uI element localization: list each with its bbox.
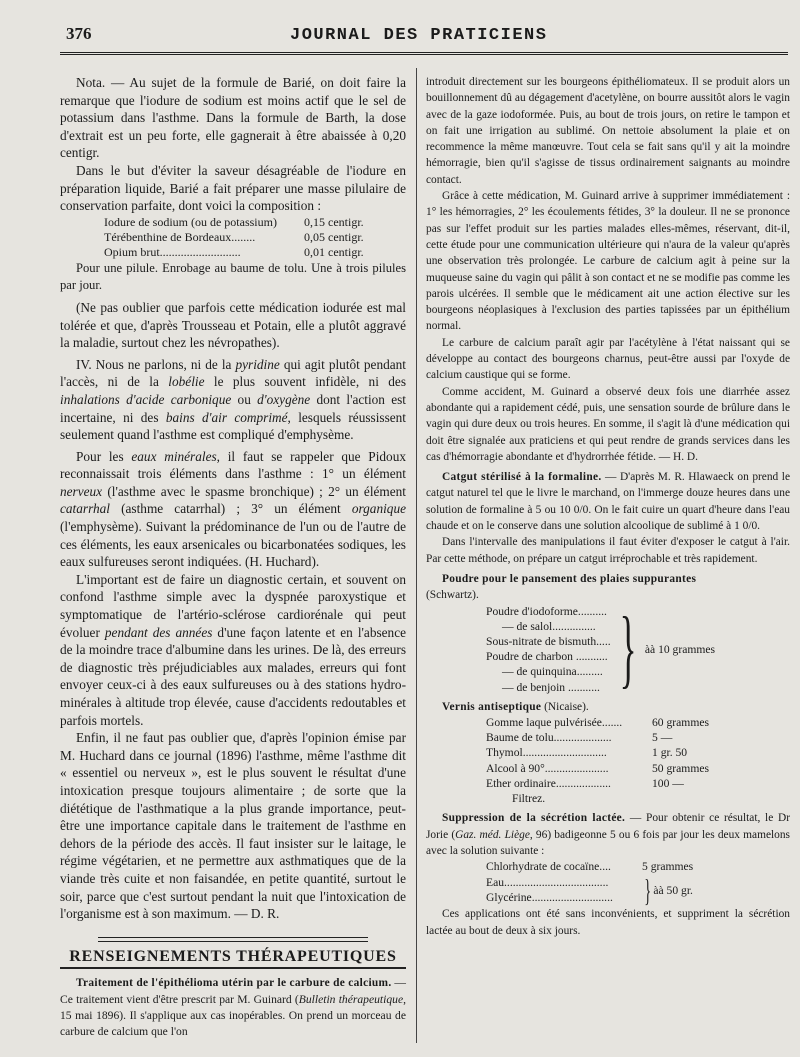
- paragraph-applications: Ces applications ont été sans inconvénients, et suppriment la sécrétion lactée au bout de deux à six jours.: [426, 908, 790, 937]
- poudre-item: — de benjoin ...........: [502, 680, 600, 694]
- left-column: [60, 74, 406, 1041]
- vernis-filtrez: Filtrez.: [512, 792, 546, 806]
- header-rule: [60, 52, 788, 55]
- poudre-author: (Schwartz).: [426, 589, 479, 602]
- pill-instructions: Pour une pilule. Enrobage au baume de tolu. Une à trois pilules par jour.: [60, 260, 406, 293]
- poudre-item: — de quinquina.........: [502, 665, 603, 679]
- nota-paragraph: Nota. — Au sujet de la formule de Barié, on doit faire la remarque que l'iodure de sodium est moins actif que le sel de potassium dans l'asthme. Dans la formule de Barth, la dose d'extrait est un peu forte, elle gagnerait à être abaissée à 0,20 centigr.: [60, 75, 406, 161]
- article-lead: Poudre pour le pansement des plaies suppurantes: [442, 572, 697, 585]
- column-divider: [416, 68, 417, 1043]
- poudre-formula: [486, 600, 790, 698]
- article-lead: Traitement de l'épithélioma utérin par le carbure de calcium.: [76, 977, 392, 990]
- brace-glyph: }: [644, 872, 652, 909]
- paragraph-eaux-minerales: Pour les eaux minérales, il faut se rappeler que Pidoux reconnaissait trois éléments dans l'asthme : 1° un élément nerveux (l'asthme avec le spasme bronchique) ; 2° un élément catarrhal (asthme catarrhal) ; 3° un élément organique (l'emphysème). Suivant la prédominance de l'un ou de l'autre de ces éléments, les eaux arsenicales ou bicarbonatées sodiques, les eaux sulfureuses seront indiquées. (H. Huchard).: [60, 448, 406, 570]
- lactation-ingredient: Chlorhydrate de cocaïne....: [486, 860, 611, 874]
- formula-quantity: 0,01 centigr.: [304, 244, 364, 259]
- article-lead: Vernis antiseptique: [442, 700, 542, 713]
- paragraph-continuation: introduit directement sur les bourgeons épithéliomateux. Il se produit alors un bouillonnement dû au dégagement d'acetylène, on bourre aussitôt alors le vagin avec de la gaze iodoformée. Puis, au bout de trois jours, on retire le tampon et on fait une irrigation au sublimé. On nettoie absolument la plaie et on recommence la même manœuvre. Tout cela se fait sans qu'il y ait la moindre hémorragie, bien qu'il s'agisse de tissus ordinairement saignants au moindre contact.: [426, 76, 790, 186]
- vernis-formula: [486, 715, 790, 806]
- poudre-item: Poudre de charbon ...........: [486, 650, 608, 664]
- paragraph-saveur: Dans le but d'éviter la saveur désagréable de l'iodure en préparation liquide, Barié a fait préparer une masse pilulaire de conservation parfaite, dont voici la composition :: [60, 162, 406, 214]
- lactation-formula: [486, 859, 790, 909]
- vernis-row: [486, 715, 790, 730]
- paragraph-tolerance: (Ne pas oublier que parfois cette médication iodurée est mal tolérée et que, d'après Trousseau et Potain, elle a plutôt aggravé la maladie, surtout chez les névropathes).: [60, 299, 406, 351]
- paragraph-enfin: Enfin, il ne faut pas oublier que, d'après l'opinion émise par M. Huchard dans ce journal (1896) l'asthme, même l'asthme dit « essentiel ou nerveux », est le plus souvent le résultat d'une intoxication presque toujours alimentaire ; de sorte que la diététique de l'asthmatique a la plus grande importance, peut-être une importance capitale dans le traitement de l'asthme en dehors de la période des accès. Il faut insister sur le laitage, le régime végétarien, et ne permettre aux asthmatiques que de la viande très cuite et non faisandée, en petite quantité, surtout le soir, parce que c'est surtout pendant la nuit que l'intoxication de l'organisme est à son maximum. — D. R.: [60, 730, 406, 922]
- section-title: RENSEIGNEMENTS THÉRAPEUTIQUES: [60, 946, 406, 970]
- paragraph-grace: Grâce à cette médication, M. Guinard arrive à supprimer immédiatement : 1° les hémorragies, 2° les écoulements fétides, 3° la douleur. Il ne se prononce pas sur l'effet produit sur les parties malades elles-mêmes, réservant, dit-il, cette étude pour une communication ultérieure qui n'aura de la valeur qu'après une observation très prolongée. Le carbure de calcium agit à peine sur la muqueuse saine du vagin qui pâlit à son contact et ne se modifie pas comme les parois ulcérées. Il semble que le médicament ait une action élective sur les bourgeons néoplasiques à l'exclusion des parties tapissées par un épithélium normal.: [426, 190, 790, 333]
- formula-quantity: 0,15 centigr.: [304, 214, 364, 229]
- paragraph-traitement: Traitement de l'épithélioma utérin par le carbure de calcium. — Ce traitement vient d'être prescrit par M. Guinard (Bulletin thérapeutique, 15 mai 1896). Il s'applique aux cas inopérables. On prend un morceau de carbure de calcium que l'on: [60, 976, 406, 1039]
- vernis-quantity: 60 grammes: [652, 716, 709, 730]
- vernis-row: [486, 761, 790, 776]
- formula-ingredient: Iodure de sodium (ou de potassium): [104, 214, 277, 229]
- vernis-row: [486, 730, 790, 745]
- lactation-ingredient: Eau....................................: [486, 876, 609, 890]
- section-heading: [60, 937, 406, 970]
- right-column: [426, 74, 790, 939]
- formula-quantity: 0,05 centigr.: [304, 229, 364, 244]
- lactation-row: [486, 859, 790, 874]
- paragraph-suppression: Suppression de la sécrétion lactée. — Pour obtenir ce résultat, le Dr Jorie (Gaz. méd. Liège, 96) badigeonne 5 ou 6 fois par jour les deux mamelons avec la solution suivante :: [426, 812, 790, 857]
- vernis-ingredient: Gomme laque pulvérisée.......: [486, 716, 623, 730]
- formula-row: [104, 245, 380, 260]
- lactation-quantity: 5 grammes: [642, 860, 694, 874]
- heading-poudre: [426, 571, 790, 587]
- heading-vernis: Vernis antiseptique (Nicaise).: [442, 700, 589, 713]
- running-title: JOURNAL DES PRATICIENS: [290, 26, 548, 45]
- vernis-ingredient: Thymol.............................: [486, 746, 607, 760]
- vernis-quantity: 5 —: [652, 731, 673, 745]
- formula-row: [104, 215, 380, 230]
- vernis-quantity: 1 gr. 50: [652, 746, 688, 760]
- vernis-quantity: 100 —: [652, 776, 684, 790]
- pill-formula: [104, 215, 380, 260]
- paragraph-carbure: Le carbure de calcium paraît agir par l'acétylène à l'état naissant qui se développe au contact des bourgeons charnus, peut-être aussi par l'oxyde de calcium caustique qui se forme.: [426, 336, 790, 382]
- vernis-quantity: 50 grammes: [652, 761, 709, 775]
- paragraph-diagnostic: L'important est de faire un diagnostic certain, et souvent on confond l'asthme simple avec la dyspnée paroxystique et symptomatique de l'artério-sclérose cardiorénale qui peut évoluer pendant des années d'une façon latente et en l'absence de la moindre trace d'albumine dans les urines. De là, des erreurs de diagnostic très préjudiciables aux malades, erreurs qui font envoyer ceux-ci à des eaux sulfureuses ou à des stations hydro-minérales à altitude trop élevée, cause d'accidents redoutables et parfois mortels.: [60, 571, 406, 728]
- poudre-ingredients: [486, 604, 611, 695]
- poudre-item: Poudre d'iodoforme..........: [486, 604, 607, 618]
- vernis-row: [486, 776, 790, 791]
- article-lead: Catgut stérilisé à la formaline.: [442, 471, 602, 484]
- formula-row: [104, 230, 380, 245]
- paragraph-iv: IV. Nous ne parlons, ni de la pyridine qui agit plutôt pendant l'accès, ni de la lobélie le plus souvent infidèle, ni des inhalations d'acide carbonique ou d'oxygène dont l'action est incertaine, ni des bains d'air comprimé, lesquels réussissent seulement quand l'asthme est compliqué d'emphysème.: [60, 356, 407, 443]
- poudre-quantity: àà 10 grammes: [644, 642, 716, 656]
- vernis-row: [486, 745, 790, 760]
- section-rule: [98, 937, 368, 942]
- lactation-quantity: àà 50 gr.: [653, 883, 693, 897]
- lactation-ingredient: Glycérine............................: [486, 891, 613, 905]
- vernis-ingredient: Alcool à 90°......................: [486, 761, 609, 775]
- article-lead: Suppression de la sécrétion lactée.: [442, 812, 626, 825]
- formula-ingredient: Opium brut...........................: [104, 244, 241, 259]
- lactation-brace-group: [486, 872, 790, 909]
- paragraph-accident: Comme accident, M. Guinard a observé deux fois une diarrhée assez abondante qui a rapidement cédé, puis, une sensation sourde de brûlure dans le vagin qui dure deux ou trois heures. En somme, il s'agit là d'une médication qui doit être signalée aux praticiens et qui peut rendre de grands services dans les cas d'hémorragie abondante et d'hydrorrhée fétide. — H. D.: [426, 385, 790, 463]
- vernis-ingredient: Baume de tolu....................: [486, 731, 612, 745]
- vernis-ingredient: Ether ordinaire...................: [486, 776, 611, 790]
- paragraph-intervalle: Dans l'intervalle des manipulations il faut éviter d'exposer le catgut à l'air. Par cette méthode, on prépare un catgut irréprochable et très rapidement.: [426, 536, 790, 565]
- paragraph-catgut: Catgut stérilisé à la formaline. — D'après M. R. Hlawaeck on prend le catgut naturel tel que le livre le marchand, on l'immerge douze heures dans une solution de formaline à 5 ou 10 0/0. On le fait cuire un quart d'heure dans l'eau chaude et on le conserve dans une solution alcoolique de sublimé à 1 0/0.: [426, 471, 791, 533]
- poudre-item: Sous-nitrate de bismuth.....: [486, 634, 611, 648]
- poudre-item: — de salol...............: [502, 619, 596, 633]
- formula-ingredient: Térébenthine de Bordeaux........: [104, 229, 256, 244]
- page-number: 376: [66, 24, 92, 43]
- brace-glyph: }: [619, 600, 637, 698]
